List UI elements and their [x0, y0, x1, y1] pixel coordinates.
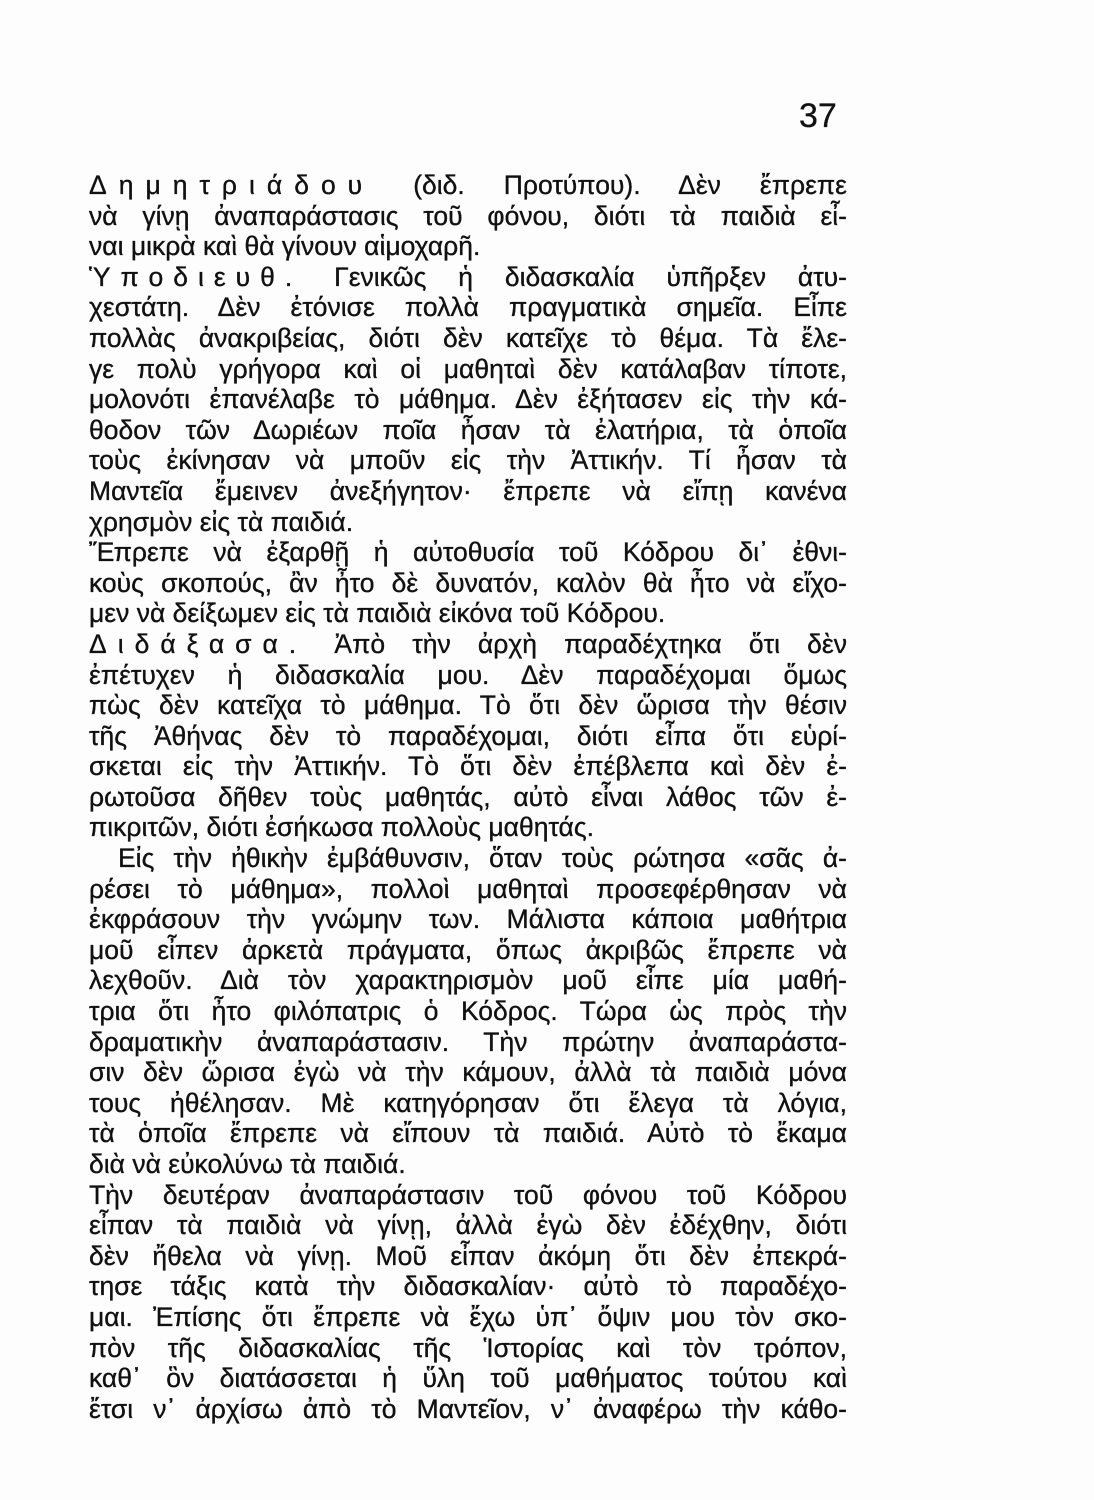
page-number: 37 — [799, 97, 837, 135]
text-line: δὲν ἤθελα νὰ γίνῃ. Μοῦ εἶπαν ἀκόμη ὅτι δὲν ἐπεκρά- — [89, 1240, 847, 1271]
paragraph — [89, 537, 847, 629]
text-line: τὰ ὁποῖα ἔπρεπε νὰ εἴπουν τὰ παιδιά. Αὐτὸ τὸ ἔκαμα — [89, 1118, 847, 1149]
text-line: ἐκφράσουν τὴν γνώμην των. Μάλιστα κάποια μαθήτρια — [89, 904, 847, 935]
text-line: σιν δὲν ὥρισα ἐγὼ νὰ τὴν κάμουν, ἀλλὰ τὰ παιδιὰ μόνα — [89, 1057, 847, 1088]
text-line: δραματικὴν ἀναπαράστασιν. Τὴν πρώτην ἀναπαράστα- — [89, 1026, 847, 1057]
paragraph — [89, 262, 847, 537]
text-line: νὰ γίνῃ ἀναπαράστασις τοῦ φόνου, διότι τὰ παιδιὰ εἶ- — [89, 200, 847, 231]
text-line: γε πολὺ γρήγορα καὶ οἱ μαθηταὶ δὲν κατάλαβαν τίποτε, — [89, 353, 847, 384]
text-line: ἔτσι ν᾽ ἀρχίσω ἀπὸ τὸ Μαντεῖον, ν᾽ ἀναφέρω τὴν κάθο- — [89, 1393, 847, 1424]
text-line: Μαντεῖα ἔμεινεν ἀνεξήγητον· ἔπρεπε νὰ εἴπῃ κανένα — [89, 475, 847, 506]
speaker-name: Δημητριάδου — [89, 170, 375, 200]
paragraph — [89, 170, 847, 262]
text-line: πὼς δὲν κατεῖχα τὸ μάθημα. Τὸ ὅτι δὲν ὥρισα τὴν θέσιν — [89, 690, 847, 721]
body-text — [89, 170, 847, 1424]
text-line: καθ᾽ ὃν διατάσσεται ἡ ὕλη τοῦ μαθήματος τούτου καὶ — [89, 1363, 847, 1394]
line-text: (διδ. Προτύπου). Δὲν ἔπρεπε — [413, 170, 847, 200]
paragraph — [89, 1180, 847, 1425]
text-line: ρωτοῦσα δῆθεν τοὺς μαθητάς, αὐτὸ εἶναι λάθος τῶν ἐ- — [89, 781, 847, 812]
text-line: τοὺς ἐκίνησαν νὰ μποῦν εἰς τὴν Ἀττικήν. Τί ἦσαν τὰ — [89, 445, 847, 476]
text-line: Ἔπρεπε νὰ ἐξαρθῇ ἡ αὐτοθυσία τοῦ Κόδρου δι᾽ ἐθνι- — [89, 537, 847, 568]
line-text: Ἀπὸ τὴν ἀρχὴ παραδέχτηκα ὅτι δὲν — [334, 628, 847, 659]
text-line: μολονότι ἐπανέλαβε τὸ μάθημα. Δὲν ἐξήτασεν εἰς τὴν κά- — [89, 384, 847, 415]
speaker-name: Διδάξασα. — [89, 628, 308, 659]
text-line — [89, 262, 847, 293]
text-line: πικριτῶν, διότι ἐσήκωσα πολλοὺς μαθητάς. — [89, 812, 595, 843]
text-line — [89, 629, 847, 660]
text-line: σκεται εἰς τὴν Ἀττικήν. Τὸ ὅτι δὲν ἐπέβλεπα καὶ δὲν ἐ- — [89, 751, 847, 782]
text-line: ναι μικρὰ καὶ θὰ γίνουν αἱμοχαρῆ. — [89, 231, 481, 262]
text-line: τησε τάξις κατὰ τὴν διδασκαλίαν· αὐτὸ τὸ παραδέχο- — [89, 1271, 847, 1302]
text-line: τρια ὅτι ἦτο φιλόπατρις ὁ Κόδρος. Τώρα ὡς πρὸς τὴν — [89, 996, 847, 1027]
text-line: εἶπαν τὰ παιδιὰ νὰ γίνῃ, ἀλλὰ ἐγὼ δὲν ἐδέχθην, διότι — [89, 1210, 847, 1241]
text-line: μοῦ εἶπεν ἀρκετὰ πράγματα, ὅπως ἀκριβῶς ἔπρεπε νὰ — [89, 934, 847, 965]
text-line: πολλὰς ἀνακριβείας, διότι δὲν κατεῖχε τὸ θέμα. Τὰ ἔλε- — [89, 322, 847, 353]
text-line: πὸν τῆς διδασκαλίας τῆς Ἱστορίας καὶ τὸν τρόπον, — [89, 1332, 847, 1363]
text-line: τῆς Ἀθήνας δὲν τὸ παραδέχομαι, διότι εἶπα ὅτι εὑρί- — [89, 720, 847, 751]
text-line: θοδον τῶν Δωριέων ποῖα ἦσαν τὰ ἐλατήρια, τὰ ὁποῖα — [89, 414, 847, 445]
text-line: ρέσει τὸ μάθημα», πολλοὶ μαθηταὶ προσεφέρθησαν νὰ — [89, 873, 847, 904]
text-line: τους ἠθέλησαν. Μὲ κατηγόρησαν ὅτι ἔλεγα τὰ λόγια, — [89, 1087, 847, 1118]
text-line: ἐπέτυχεν ἡ διδασκαλία μου. Δὲν παραδέχομαι ὅμως — [89, 659, 847, 690]
text-line: χεστάτη. Δὲν ἐτόνισε πολλὰ πραγματικὰ σημεῖα. Εἶπε — [89, 292, 847, 323]
text-line: λεχθοῦν. Διὰ τὸν χαρακτηρισμὸν μοῦ εἶπε μία μαθή- — [89, 965, 847, 996]
paragraph — [89, 843, 847, 1180]
line-text: Γενικῶς ἡ διδασκαλία ὑπῆρξεν ἀτυ- — [334, 261, 847, 292]
text-line: μαι. Ἐπίσης ὅτι ἔπρεπε νὰ ἔχω ὑπ᾽ ὄψιν μου τὸν σκο- — [89, 1301, 847, 1332]
speaker-name: Ὑποδιευθ. — [89, 261, 303, 292]
text-line: μεν νὰ δείξωμεν εἰς τὰ παιδιὰ εἰκόνα τοῦ Κόδρου. — [89, 598, 666, 629]
text-line: χρησμὸν εἰς τὰ παιδιά. — [89, 506, 354, 537]
paragraph — [89, 629, 847, 843]
text-line: κοὺς σκοπούς, ἂν ἦτο δὲ δυνατόν, καλὸν θὰ ἦτο νὰ εἴχο- — [89, 567, 847, 598]
text-line: διὰ νὰ εὐκολύνω τὰ παιδιά. — [89, 1149, 406, 1179]
text-line: Εἰς τὴν ἠθικὴν ἐμβάθυνσιν, ὅταν τοὺς ρώτησα «σᾶς ἀ- — [118, 843, 847, 874]
text-line: Τὴν δευτέραν ἀναπαράστασιν τοῦ φόνου τοῦ Κόδρου — [89, 1179, 847, 1210]
text-line — [89, 170, 847, 201]
